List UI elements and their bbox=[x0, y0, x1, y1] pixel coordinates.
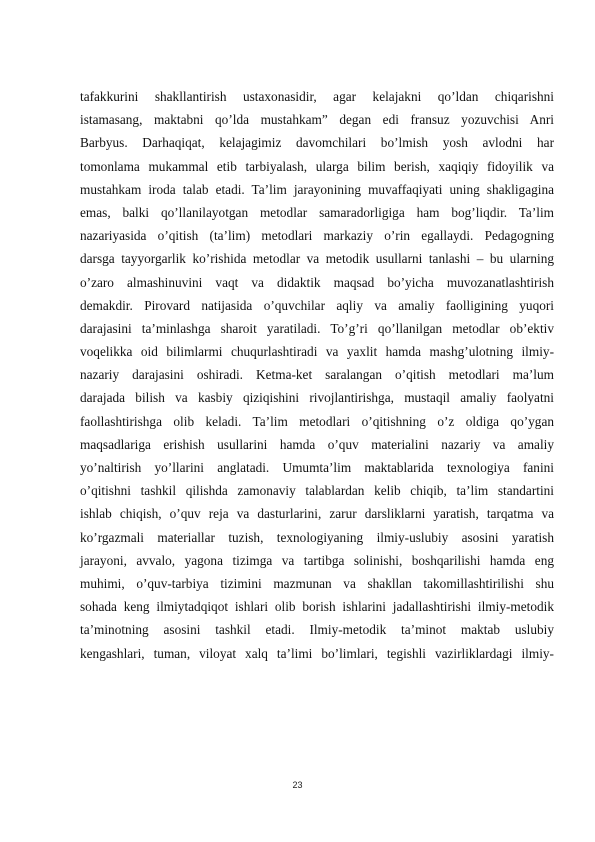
text-line: tomonlama mukammal etib tarbiyalash, ularga bilim berish, xaqiqiy fidoyilik va bbox=[80, 158, 554, 174]
text-line: emas, balki qo’llanilayotgan metodlar samaradorligiga ham bog’liqdir. Ta’lim bbox=[80, 204, 554, 220]
text-line: darajada bilish va kasbiy qiziqishini rivojlantirishga, mustaqil amaliy faolyatni bbox=[80, 390, 554, 406]
text-line: darajasini ta’minlashga sharoit yaratiladi. To’g’ri qo’llanilgan metodlar ob’ektiv bbox=[80, 320, 554, 336]
text-line: ko’rgazmali materiallar tuzish, texnologiyaning ilmiy-uslubiy asosini yaratish bbox=[80, 529, 554, 545]
text-line: nazariyasida o’qitish (ta’lim) metodlari markaziy o’rin egallaydi. Pedagogning bbox=[80, 228, 554, 244]
text-line: jarayoni, avvalo, yagona tizimga va tartibga solinishi, boshqarilishi hamda eng bbox=[80, 552, 554, 568]
text-line: yo’naltirish yo’llarini anglatadi. Umumta’lim maktablarida texnologiya fanini bbox=[80, 460, 554, 475]
text-line: demakdir. Pirovard natijasida o’quvchilar aqliy va amaliy faolligining yuqori bbox=[80, 297, 554, 313]
page-number: 23 bbox=[292, 780, 303, 790]
text-line: muhimi, o’quv-tarbiya tizimini mazmunan va shakllan takomillashtirilishi shu bbox=[80, 575, 554, 591]
text-line: ishlab chiqish, o’quv reja va dasturlarini, zarur darsliklarni yaratish, tarqatma va bbox=[80, 506, 554, 522]
text-line: tafakkurini shakllantirish ustaxonasidir, agar kelajakni qo’ldan chiqarishni bbox=[80, 89, 554, 104]
text-line: o’qitishni tashkil qilishda zamonaviy talablardan kelib chiqib, ta’lim standartini bbox=[80, 483, 554, 499]
text-line: darsga tayyorgarlik ko’rishida metodlar va metodik usullarni tanlashi – bu ularning bbox=[80, 251, 554, 267]
text-line: istamasang, maktabni qo’lda mustahkam” degan edi fransuz yozuvchisi Anri bbox=[80, 112, 554, 128]
text-line: nazariy darajasini oshiradi. Ketma-ket saralangan o’qitish metodlari ma’lum bbox=[80, 367, 554, 383]
text-line: voqelikka oid bilimlarmi chuqurlashtiradi va yaxlit hamda mashg’ulotning ilmiy- bbox=[80, 344, 554, 360]
text-line: maqsadlariga erishish usullarini hamda o’quv materialini nazariy va amaliy bbox=[80, 436, 554, 452]
body-paragraph bbox=[80, 85, 554, 665]
text-line: mustahkam iroda talab etadi. Ta’lim jarayonining muvaffaqiyati uning shakligagina bbox=[80, 181, 554, 197]
text-line: o’zaro almashinuvini vaqt va didaktik maqsad bo’yicha muvozanatlashtirish bbox=[80, 274, 554, 290]
text-line: faollashtirishga olib keladi. Ta’lim metodlari o’qitishning o’z oldiga qo’ygan bbox=[80, 413, 554, 429]
text-line: ta’minotning asosini tashkil etadi. Ilmiy-metodik ta’minot maktab uslubiy bbox=[80, 622, 554, 638]
text-line: Barbyus. Darhaqiqat, kelajagimiz davomchilari bo’lmish yosh avlodni har bbox=[80, 135, 554, 151]
text-line: kengashlari, tuman, viloyat xalq ta’limi bo’limlari, tegishli vazirliklardagi ilmiy- bbox=[80, 645, 554, 661]
text-line: sohada keng ilmiytadqiqot ishlari olib borish ishlarini jadallashtirishi ilmiy-metodik bbox=[80, 599, 554, 615]
